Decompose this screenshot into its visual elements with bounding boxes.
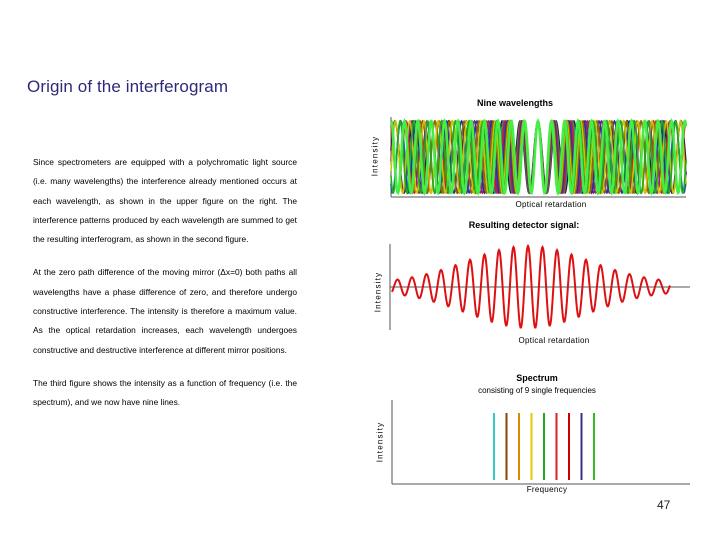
fig2-ylabel: Intensity	[373, 271, 383, 313]
fig1-plot	[391, 117, 686, 197]
fig2-plot	[390, 244, 690, 330]
page-number: 47	[657, 498, 671, 512]
fig3-title: Spectrum	[516, 373, 558, 383]
fig3-plot	[392, 400, 690, 484]
fig3-subtitle: consisting of 9 single frequencies	[478, 386, 596, 395]
fig2-xlabel: Optical retardation	[518, 336, 590, 345]
paragraph-3: The third figure shows the intensity as a function of frequency (i.e. the spectrum), and we now have nine lines.	[33, 377, 297, 408]
paragraph-2: At the zero path difference of the moving mirror (Δx=0) both paths all wavelengths have a phase difference of zero, and therefore undergo constructive interference. The intensity is therefore a maximum value. As the optical retardation increases, each wavelength undergoes constructive and destructive interference at different mirror positions.	[33, 267, 297, 355]
fig3-xlabel: Frequency	[526, 485, 568, 494]
slide-title: Origin of the interferogram	[27, 77, 229, 96]
fig1-ylabel: Intensity	[370, 135, 380, 177]
paragraph-1: Since spectrometers are equipped with a polychromatic light source (i.e. many wavelengths) the interference already mentioned occurs at each wavelength, as shown in the upper figure on the right. The interference patterns produced by each wavelength are summed to get the resulting interferogram, as shown in the second figure.	[33, 157, 297, 245]
fig2-title: Resulting detector signal:	[468, 220, 580, 230]
fig1-xlabel: Optical retardation	[515, 200, 587, 209]
fig1-title: Nine wavelengths	[476, 98, 554, 108]
fig3-ylabel: Intensity	[375, 421, 385, 463]
fig1-series-line	[391, 121, 686, 193]
